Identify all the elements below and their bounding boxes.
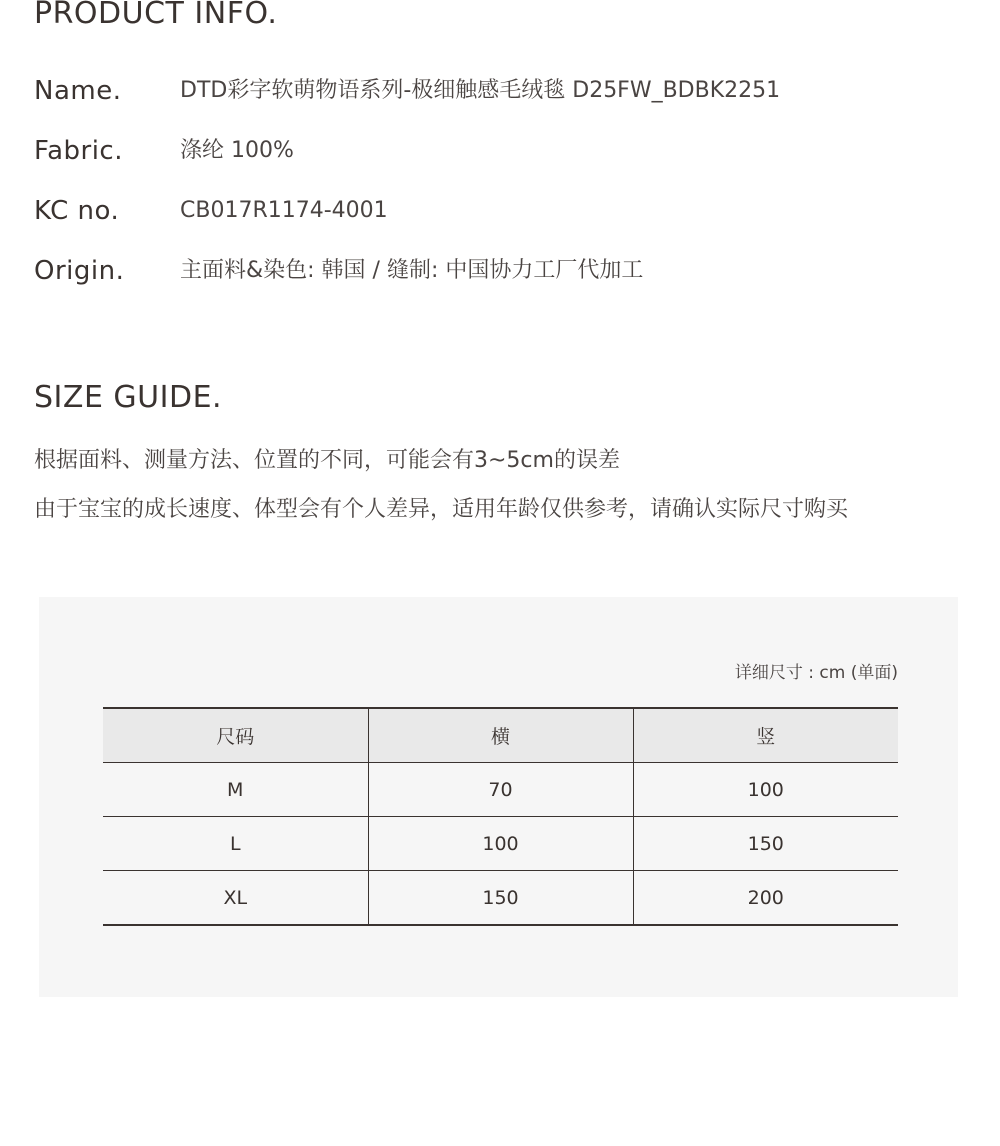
unit-note: 详细尺寸 : cm (单面) [734, 663, 898, 683]
cell-width: 100 [368, 817, 633, 871]
header-length: 竖 [633, 708, 898, 763]
info-label: KC no. [34, 196, 120, 226]
size-chart-panel [39, 597, 958, 997]
info-value: 涤纶 100% [180, 138, 294, 163]
table-row [103, 763, 898, 817]
cell-size: M [103, 763, 368, 817]
info-label: Name. [34, 76, 122, 106]
table-header-row [103, 708, 898, 763]
info-row-name [34, 73, 974, 109]
cell-size: XL [223, 886, 248, 909]
info-row-fabric [34, 133, 974, 169]
info-row-kc-no [34, 193, 974, 229]
size-note-tolerance: 根据面料、测量方法、位置的不同，可能会有3~5cm的误差 [34, 448, 620, 473]
info-label: Origin. [34, 256, 125, 286]
cell-length: 100 [633, 763, 898, 817]
info-value: CB017R1174-4001 [180, 198, 388, 223]
info-value: 主面料&染色: 韩国 / 缝制: 中国协力工厂代加工 [180, 258, 644, 283]
cell-width: 150 [368, 871, 633, 926]
size-guide-title: SIZE GUIDE. [34, 380, 223, 415]
size-table [103, 707, 898, 926]
cell-length: 150 [633, 817, 898, 871]
table-row [103, 817, 898, 871]
cell-width: 70 [368, 763, 633, 817]
info-value: DTD彩字软萌物语系列-极细触感毛绒毯 D25FW_BDBK2251 [180, 78, 781, 103]
size-note-age: 由于宝宝的成长速度、体型会有个人差异，适用年龄仅供参考，请确认实际尺寸购买 [34, 497, 849, 522]
cell-size: L [103, 817, 368, 871]
info-label: Fabric. [34, 136, 123, 166]
info-row-origin [34, 253, 974, 289]
table-row [103, 871, 898, 926]
header-size: 尺码 [103, 708, 368, 763]
cell-length: 200 [633, 871, 898, 926]
product-info-title: PRODUCT INFO. [34, 0, 278, 31]
header-width: 横 [368, 708, 633, 763]
